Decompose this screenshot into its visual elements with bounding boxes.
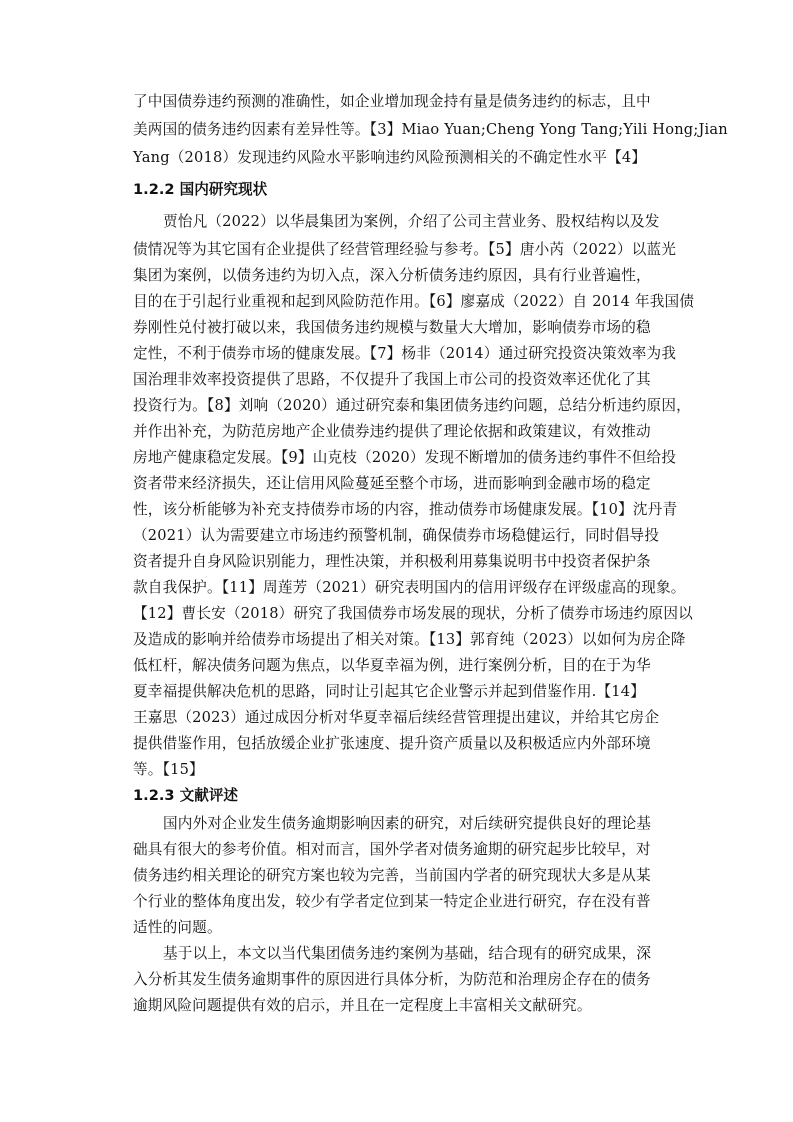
paragraph-line: 等。【15】 <box>133 761 204 778</box>
paragraph-line: 国治理非效率投资提供了思路，不仅提升了我国上市公司的投资效率还优化了其 <box>133 371 651 388</box>
paragraph-line: 及造成的影响并给债券市场提出了相关对策。【13】郭育纯（2023）以如何为房企降 <box>133 631 686 648</box>
paragraph-line: 房地产健康稳定发展。【9】山克枝（2020）发现不断增加的债务违约事件不但给投 <box>133 449 677 466</box>
paragraph-line: 个行业的整体角度出发，较少有学者定位到某一特定企业进行研究，存在没有普 <box>133 893 651 910</box>
paragraph-line: 王嘉思（2023）通过成因分析对华夏幸福后续经营管理提出建议，并给其它房企 <box>133 709 660 726</box>
paragraph-line: 贾怡凡（2022）以华晨集团为案例，介绍了公司主营业务、股权结构以及发 <box>163 213 660 230</box>
paragraph-line: 资者提升自身风险识别能力，理性决策，并积极利用募集说明书中投资者保护条 <box>133 553 651 570</box>
paragraph-line: 逾期风险问题提供有效的启示，并且在一定程度上丰富相关文献研究。 <box>133 997 592 1014</box>
paragraph-line: Yang（2018）发现违约风险水平影响违约风险预测相关的不确定性水平【4】 <box>133 149 647 166</box>
paragraph-line: 美两国的债务违约因素有差异性等。【3】Miao Yuan;Cheng Yong Tang;Yili Hong;Jian <box>133 121 728 138</box>
section-heading-1-2-2: 1.2.2 国内研究现状 <box>133 181 268 198</box>
paragraph-line: 定性，不利于债券市场的健康发展。【7】杨非（2014）通过研究投资决策效率为我 <box>133 345 677 362</box>
paragraph-line: 并作出补充，为防范房地产企业债券违约提供了理论依据和政策建议，有效推动 <box>133 423 651 440</box>
paragraph-line: 目的在于引起行业重视和起到风险防范作用。【6】廖嘉成（2022）自 2014 年我国债 <box>133 293 695 310</box>
section-heading-1-2-3: 1.2.3 文献评述 <box>133 787 239 804</box>
paragraph-line: 资者带来经济损失，还让信用风险蔓延至整个市场，进而影响到金融市场的稳定 <box>133 475 651 492</box>
paragraph-line: 适性的问题。 <box>133 919 222 936</box>
paragraph-line: 入分析其发生债务逾期事件的原因进行具体分析，为防范和治理房企存在的债务 <box>133 971 651 988</box>
paragraph-line: 债情况等为其它国有企业提供了经营管理经验与参考。【5】唐小芮（2022）以蓝光 <box>133 241 677 258</box>
paragraph-line: 性，该分析能够为补充支持债券市场的内容，推动债券市场健康发展。【10】沈丹青 <box>133 501 678 518</box>
paragraph-line: 提供借鉴作用，包括放缓企业扩张速度、提升资产质量以及积极适应内外部环境 <box>133 735 651 752</box>
paragraph-line: 【12】曹长安（2018）研究了我国债券市场发展的现状，分析了债券市场违约原因以 <box>133 605 693 622</box>
paragraph-line: 了中国债券违约预测的准确性，如企业增加现金持有量是债务违约的标志，且中 <box>133 93 651 110</box>
paragraph-line: 础具有很大的参考价值。相对而言，国外学者对债务逾期的研究起步比较早，对 <box>133 841 651 858</box>
paragraph-line: 低杠杆，解决债务问题为焦点，以华夏幸福为例，进行案例分析，目的在于为华 <box>133 657 651 674</box>
paragraph-line: （2021）认为需要建立市场违约预警机制，确保债券市场稳健运行，同时倡导投 <box>133 527 660 544</box>
paragraph-line: 券刚性兑付被打破以来，我国债务违约规模与数量大大增加，影响债券市场的稳 <box>133 319 651 336</box>
paragraph-line: 投资行为。【8】刘响（2020）通过研究泰和集团债务违约问题，总结分析违约原因， <box>133 397 691 414</box>
paragraph-line: 债务违约相关理论的研究方案也较为完善，当前国内学者的研究现状大多是从某 <box>133 867 651 884</box>
paragraph-line: 款自我保护。【11】周莲芳（2021）研究表明国内的信用评级存在评级虚高的现象。 <box>133 579 686 596</box>
paragraph-line: 基于以上，本文以当代集团债务违约案例为基础，结合现有的研究成果，深 <box>163 945 652 962</box>
paragraph-line: 集团为案例，以债务违约为切入点，深入分析债务违约原因，具有行业普遍性， <box>133 267 651 284</box>
paragraph-line: 国内外对企业发生债务逾期影响因素的研究，对后续研究提供良好的理论基 <box>163 815 652 832</box>
paragraph-line: 夏幸福提供解决危机的思路，同时让引起其它企业警示并起到借鉴作用.【14】 <box>133 683 646 700</box>
